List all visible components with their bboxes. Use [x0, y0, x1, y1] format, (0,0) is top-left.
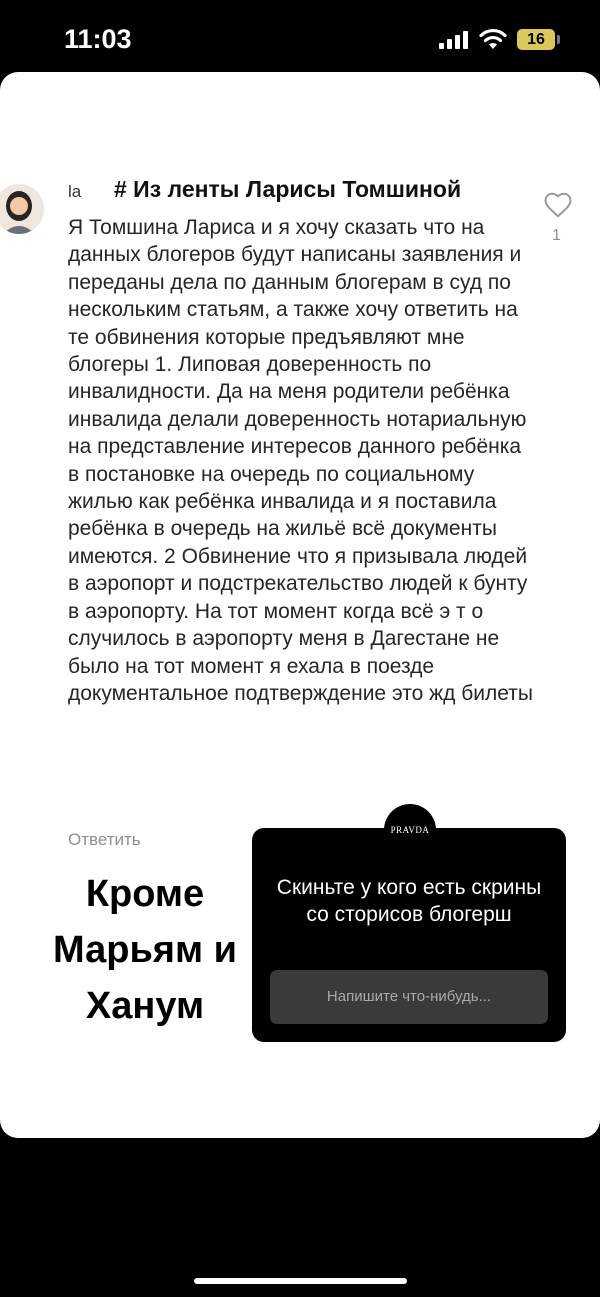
wifi-icon: [478, 27, 508, 51]
sticker-line-2: Марьям и: [47, 922, 243, 978]
question-sticker[interactable]: [252, 828, 566, 1042]
comment-username[interactable]: la: [68, 182, 82, 201]
status-bar: [0, 0, 600, 75]
text-sticker: [40, 866, 250, 1034]
status-time: 11:03: [64, 24, 132, 54]
sticker-line-3: Ханум: [80, 978, 210, 1034]
like-count: 1: [552, 227, 561, 244]
comment-screenshot: [0, 172, 600, 852]
avatar: [0, 184, 44, 234]
battery-tip: [557, 35, 560, 44]
sticker-line-1: Кроме: [80, 866, 210, 922]
comment-headline: # Из ленты Ларисы Томшиной: [114, 176, 462, 202]
answer-input[interactable]: Напишите что-нибудь...: [270, 970, 548, 1024]
pravda-logo: PRAVDA: [384, 804, 436, 856]
battery-icon: 16: [517, 29, 555, 50]
reply-button[interactable]: Ответить: [68, 830, 141, 849]
question-text: Скиньте у кого есть скрины со сторисов блогерш: [276, 876, 542, 926]
cellular-signal-icon: [439, 31, 469, 49]
heart-icon[interactable]: [543, 190, 573, 220]
comment-text: Я Томшина Лариса и я хочу сказать что на данных блогеров будут написаны заявления и переданы дела по данным блогерам в суд по нескольким статьям, а также хочу ответить на те обвинения которые предъявляют мне блогеры 1. Липовая доверенность по инвалидности. Да на меня родители ребёнка инвалида делали доверенность нотариальную на представление интересов данного ребёнка в постановке на очередь по социальному жилью как ребёнка инвалида и я поставила ребёнка в очередь на жильё всё документы имеются. 2 Обвинение что я призывала людей в аэропорт и подстрекательство людей к бунту в аэропорту. На тот момент когда всё э т о случилось в аэропорту меня в Дагестане не было на тот момент я ехала в поезде документальное подтверждение это жд билеты: [68, 216, 533, 705]
home-indicator[interactable]: [194, 1278, 407, 1284]
